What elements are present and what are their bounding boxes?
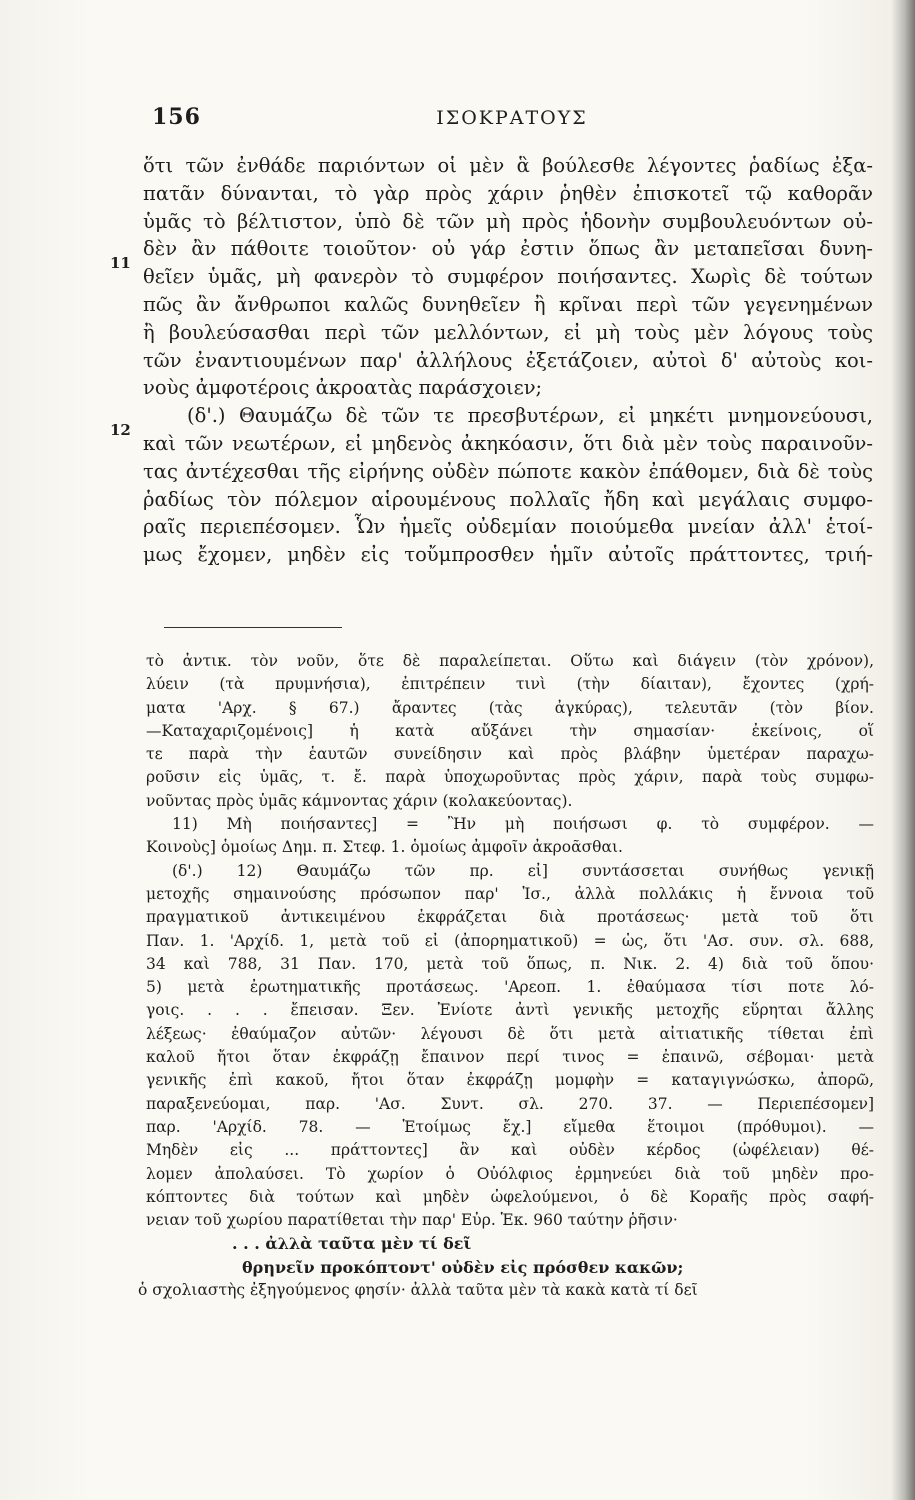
note-line: ὁ σχολιαστὴς ἐξηγούμενος φησίν· ἀλλὰ ταῦτα μὲν τὰ κακὰ κατὰ τί δεῖ bbox=[138, 1281, 698, 1300]
note-line: λομεν ἀπολαύσει. Τὸ χωρίον ὁ Οὐόλφιος ἑρμηνεύει διὰ τοῦ μηδὲν προ- bbox=[146, 1164, 874, 1183]
note-line: τε παρὰ τὴν ἑαυτῶν συνείδησιν καὶ πρὸς βλάβην ὑμετέραν παραχω- bbox=[146, 745, 874, 764]
text-line: δὲν ἂν πάθοιτε τοιοῦτον· οὐ γάρ ἐστιν ὅπως ἂν μεταπεῖσαι δυνη- bbox=[143, 237, 873, 261]
note-line: (δ'.) 12) Θαυμάζω τῶν πρ. εἰ] συντάσσεται συνήθως γενικῇ bbox=[172, 861, 874, 880]
note-line: μετοχῆς σημαινούσης πρόσωπον παρ' Ἰσ., ἀλλὰ πολλάκις ἡ ἔννοια τοῦ bbox=[146, 884, 874, 903]
text-line: μως ἔχομεν, μηδὲν εἰς τοὔμπροσθεν ἡμῖν αὐτοῖς πράττοντες, τριή- bbox=[143, 543, 873, 567]
note-line: Μηδὲν εἰς ... πράττοντες] ἂν καὶ οὐδὲν κέρδος (ὠφέλειαν) θέ- bbox=[146, 1141, 874, 1160]
book-gutter-shadow bbox=[891, 0, 915, 1500]
text-line: νοὺς ἀμφοτέροις ἀκροατὰς παράσχοιεν; bbox=[143, 376, 543, 400]
note-line: πραγματικοῦ ἀντικειμένου ἐκφράζεται διὰ προτάσεως· μετὰ τοῦ ὅτι bbox=[146, 908, 874, 927]
page-number: 156 bbox=[152, 104, 201, 130]
note-line: γοις. . . . ἔπεισαν. Ξεν. Ἐνίοτε ἀντὶ γενικῆς μετοχῆς εὕρηται ἄλλης bbox=[146, 1001, 874, 1020]
section-number-12: 12 bbox=[110, 421, 131, 439]
note-line: Παν. 1. 'Αρχίδ. 1, μετὰ τοῦ εἰ (ἀπορηματικοῦ) = ὡς, ὅτι 'Ασ. συν. σλ. 688, bbox=[146, 931, 874, 950]
text-line: θεῖεν ὑμᾶς, μὴ φανερὸν τὸ συμφέρον ποιήσαντες. Χωρὶς δὲ τούτων bbox=[143, 265, 873, 289]
note-line: 34 καὶ 788, 31 Παν. 170, μετὰ τοῦ ὅπως, π. Νικ. 2. 4) διὰ τοῦ ὅπου· bbox=[146, 954, 874, 973]
verse-quote-line: θρηνεῖν προκόπτοντ' οὐδὲν εἰς πρόσθεν κακῶν; bbox=[242, 1257, 684, 1277]
text-line: ὑμᾶς τὸ βέλτιστον, ὑπὸ δὲ τῶν μὴ πρὸς ἡδονὴν συμβουλευόντων οὐ- bbox=[143, 209, 873, 233]
text-line: τῶν ἐναντιουμένων παρ' ἀλλήλους ἐξετάζοιεν, αὐτοὶ δ' αὐτοὺς κοι- bbox=[143, 348, 873, 372]
note-line: 5) μετὰ ἐρωτηματικῆς προτάσεως. 'Αρεοπ. 1. ἐθαύμασα τίσι ποτε λό- bbox=[146, 978, 874, 997]
note-line: λέξεως· ἐθαύμαζον αὐτῶν· λέγουσι δὲ ὅτι μετὰ αἰτιατικῆς τίθεται ἐπὶ bbox=[146, 1024, 874, 1043]
text-line: ῥαδίως τὸν πόλεμον αἱρουμένους πολλαῖς ἤδη καὶ μεγάλαις συμφο- bbox=[143, 487, 873, 511]
note-line: νοῦντας πρὸς ὑμᾶς κάμνοντας χάριν (κολακεύοντας). bbox=[146, 791, 573, 810]
note-line: Κοινοὺς] ὁμοίως Δημ. π. Στεφ. 1. ὁμοίως ἀμφοῖν ἀκροᾶσθαι. bbox=[146, 838, 623, 857]
note-line: —Καταχαριζομένοις] ἡ κατὰ αὔξάνει τὴν σημασίαν· ἐκείνοις, οἵ bbox=[146, 721, 874, 740]
note-line: λύειν (τὰ πρυμνήσια), ἐπιτρέπειν τινὶ (τὴν δίαιταν), ἔχοντες (χρή- bbox=[146, 675, 874, 694]
text-line: πῶς ἂν ἄνθρωποι καλῶς δυνηθεῖεν ἢ κρῖναι περὶ τῶν γεγενημένων bbox=[143, 292, 873, 316]
footnote-divider bbox=[164, 627, 342, 628]
footnotes bbox=[138, 650, 874, 1302]
note-line: τὸ ἀντικ. τὸν νοῦν, ὅτε δὲ παραλείπεται. Οὕτω καὶ διάγειν (τὸν χρόνον), bbox=[146, 652, 874, 670]
text-line: καὶ τῶν νεωτέρων, εἰ μηδενὸς ἀκηκόασιν, ὅτι διὰ μὲν τοὺς παραινοῦν- bbox=[143, 431, 873, 455]
note-line: γενικῆς ἐπὶ κακοῦ, ἤτοι ὅταν ἐκφράζῃ μομφὴν = καταγιγνώσκω, ἀπορῶ, bbox=[146, 1071, 874, 1090]
main-greek-text bbox=[143, 152, 873, 569]
note-line: ματα 'Αρχ. § 67.) ἄραντες (τὰς ἀγκύρας), τελευτᾶν (τὸν βίον. bbox=[146, 698, 874, 717]
text-line: ραῖς περιεπέσομεν. Ὧν ἡμεῖς οὐδεμίαν ποιούμεθα μνείαν ἀλλ' ἑτοί- bbox=[143, 515, 873, 539]
note-line: ροῦσιν εἰς ὑμᾶς, τ. ἔ. παρὰ ὑποχωροῦντας πρὸς χάριν, παρὰ τοὺς συμφω- bbox=[146, 768, 874, 787]
note-line: παρ. 'Αρχίδ. 78. — Ἑτοίμως ἔχ.] εἴμεθα ἕτοιμοι (πρόθυμοι). — bbox=[146, 1117, 874, 1136]
text-line: (δ'.) Θαυμάζω δὲ τῶν τε πρεσβυτέρων, εἰ μηκέτι μνημονεύουσι, bbox=[187, 404, 873, 428]
note-line: 11) Μὴ ποιήσαντες] = Ἢν μὴ ποιήσωσι φ. τὸ συμφέρον. — bbox=[172, 815, 874, 834]
text-line: πατᾶν δύνανται, τὸ γὰρ πρὸς χάριν ῥηθὲν ἐπισκοτεῖ τῷ καθορᾶν bbox=[143, 181, 873, 205]
note-line: νειαν τοῦ χωρίου παρατίθεται τὴν παρ' Εὐρ. Ἑκ. 960 ταύτην ῥῆσιν· bbox=[146, 1211, 678, 1230]
text-line: ὅτι τῶν ἐνθάδε παριόντων οἱ μὲν ἃ βούλεσθε λέγοντες ῥαδίως ἐξα- bbox=[143, 154, 873, 177]
note-line: παραξενεύομαι, παρ. 'Ασ. Συντ. σλ. 270. 37. — Περιεπέσομεν] bbox=[146, 1094, 874, 1113]
text-line: τας ἀντέχεσθαι τῆς εἰρήνης οὐδὲν πώποτε κακὸν ἐπάθομεν, διὰ δὲ τοὺς bbox=[143, 459, 873, 483]
text-line: ἢ βουλεύσασθαι περὶ τῶν μελλόντων, εἰ μὴ τοὺς μὲν λόγους τοὺς bbox=[143, 320, 873, 344]
note-line: καλοῦ ἤτοι ὅταν ἐκφράζῃ ἔπαινον περί τινος = ἐπαινῶ, σέβομαι· μετὰ bbox=[146, 1048, 874, 1067]
note-line: κόπτοντες διὰ τούτων καὶ μηδὲν ὠφελούμενοι, ὁ δὲ Κοραῆς πρὸς σαφή- bbox=[146, 1187, 874, 1206]
verse-quote-line: . . . ἀλλὰ ταῦτα μὲν τί δεῖ bbox=[232, 1234, 472, 1254]
section-number-11: 11 bbox=[110, 254, 131, 272]
running-title: ΙΣΟΚΡΑΤΟΥΣ bbox=[436, 107, 588, 129]
page-header bbox=[152, 104, 872, 134]
